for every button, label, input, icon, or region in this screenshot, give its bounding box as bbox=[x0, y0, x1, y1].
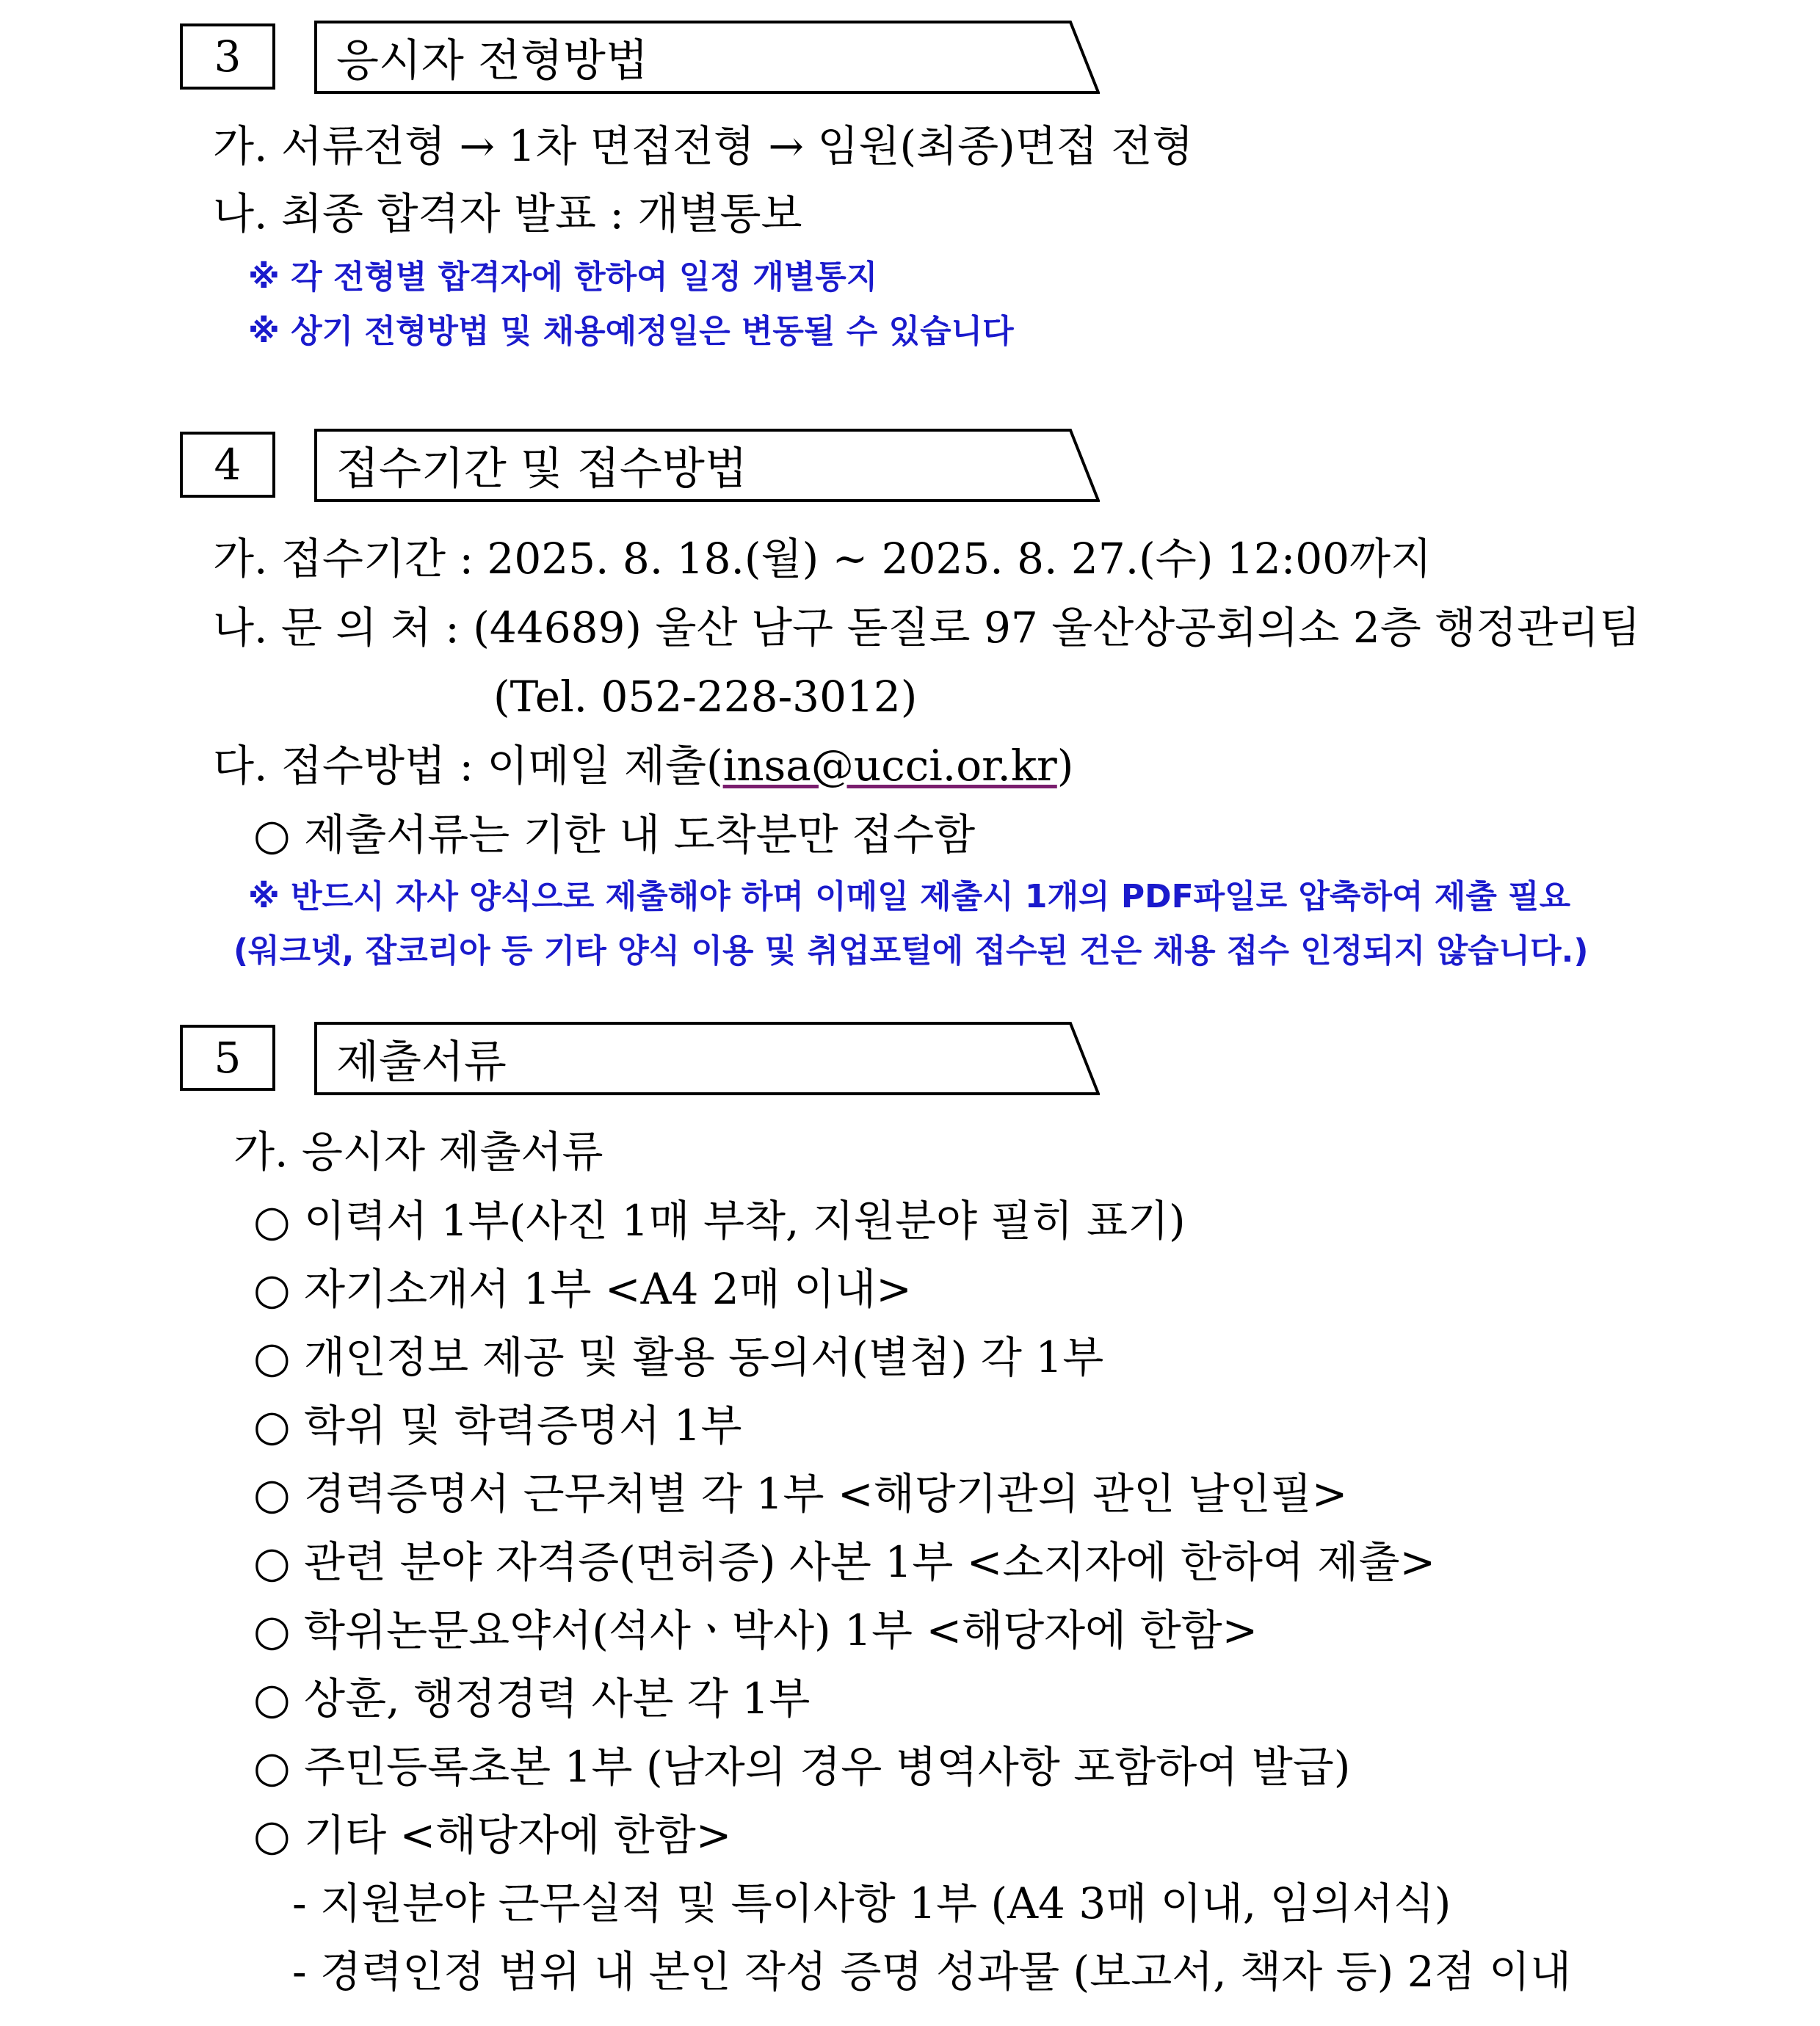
list-item: ○ 학위논문요약서(석사ㆍ박사) 1부 <해당자에 한함> bbox=[253, 1605, 1258, 1655]
section-title-banner bbox=[314, 21, 1100, 94]
section-number: 4 bbox=[214, 440, 242, 490]
section-title-banner bbox=[314, 429, 1100, 502]
section-number-box bbox=[180, 1025, 275, 1091]
s3-item-a: 가. 서류전형 → 1차 면접전형 → 임원(최종)면접 전형 bbox=[213, 121, 1194, 171]
s3-notice-1: ※ 각 전형별 합격자에 한하여 일정 개별통지 bbox=[248, 258, 878, 296]
list-item: ○ 기타 <해당자에 한함> bbox=[253, 1810, 732, 1860]
s5-item-a: 가. 응시자 제출서류 bbox=[233, 1127, 603, 1177]
s4-item-a: 가. 접수기간 : 2025. 8. 18.(월) ~ 2025. 8. 27.(수) 12:00까지 bbox=[213, 534, 1432, 584]
list-item: ○ 경력증명서 근무처별 각 1부 <해당기관의 관인 날인필> bbox=[253, 1469, 1348, 1519]
sub-list-item: - 경력인정 범위 내 본인 작성 증명 성과물 (보고서, 책자 등) 2점 이내 bbox=[292, 1947, 1572, 1997]
sub-list-item: - 지원분야 근무실적 및 특이사항 1부 (A4 3매 이내, 임의서식) bbox=[292, 1878, 1451, 1928]
s4-item-c bbox=[213, 741, 1074, 791]
s3-item-b: 나. 최종 합격자 발표 : 개별통보 bbox=[213, 189, 802, 239]
list-item: ○ 이력서 1부(사진 1매 부착, 지원분야 필히 표기) bbox=[253, 1196, 1186, 1246]
s4-circle-item: ○ 제출서류는 기한 내 도착분만 접수함 bbox=[253, 810, 976, 860]
s4-item-b: 나. 문 의 처 : (44689) 울산 남구 돋질로 97 울산상공회의소 2층 행정관리팀 bbox=[213, 603, 1641, 653]
section-number: 3 bbox=[214, 32, 242, 81]
section-number: 5 bbox=[214, 1033, 242, 1083]
section-title-banner bbox=[314, 1022, 1100, 1095]
list-item: ○ 자기소개서 1부 <A4 2매 이내> bbox=[253, 1264, 912, 1314]
section-title: 응시자 전형방법 bbox=[336, 35, 648, 87]
list-item: ○ 주민등록초본 1부 (남자의 경우 병역사항 포함하여 발급) bbox=[253, 1742, 1351, 1792]
s4-item-c-prefix: 다. 접수방법 : 이메일 제출( bbox=[213, 741, 723, 791]
list-item: ○ 상훈, 행정경력 사본 각 1부 bbox=[253, 1674, 811, 1724]
section-number-box bbox=[180, 432, 275, 498]
s4-notice-2: (워크넷, 잡코리아 등 기타 양식 이용 및 취업포털에 접수된 건은 채용 접수 인정되지 않습니다.) bbox=[233, 932, 1589, 970]
s4-item-b-tel: (Tel. 052-228-3012) bbox=[493, 672, 918, 722]
email-link[interactable]: insa@ucci.or.kr bbox=[722, 741, 1057, 791]
section-title: 제출서류 bbox=[336, 1036, 507, 1088]
section-number-box bbox=[180, 23, 275, 90]
s4-item-c-suffix: ) bbox=[1056, 741, 1074, 791]
s3-notice-2: ※ 상기 전형방법 및 채용예정일은 변동될 수 있습니다 bbox=[248, 313, 1014, 350]
list-item: ○ 개인정보 제공 및 활용 동의서(별첨) 각 1부 bbox=[253, 1332, 1104, 1382]
list-item: ○ 학위 및 학력증명서 1부 bbox=[253, 1401, 742, 1450]
section-title: 접수기간 및 접수방법 bbox=[336, 443, 747, 495]
s4-notice-1: ※ 반드시 자사 양식으로 제출해야 하며 이메일 제출시 1개의 PDF파일로 압축하여 제출 필요 bbox=[248, 878, 1571, 915]
list-item: ○ 관련 분야 자격증(면허증) 사본 1부 <소지자에 한하여 제출> bbox=[253, 1537, 1436, 1587]
